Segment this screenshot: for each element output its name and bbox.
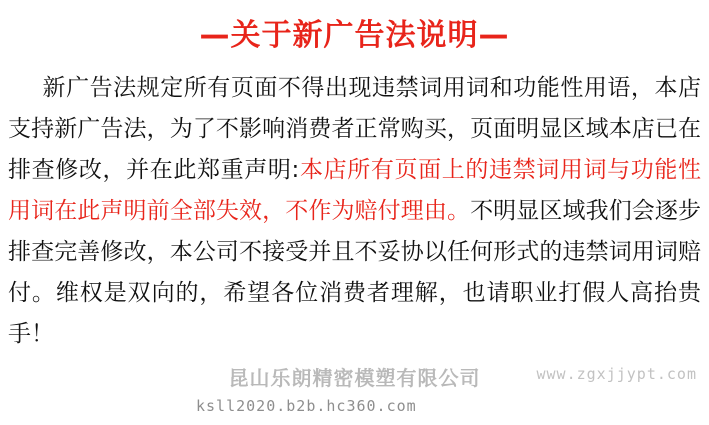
company-watermark: 昆山乐朗精密模塑有限公司 — [228, 366, 481, 390]
site-watermark-left: ksll2020.b2b.hc360.com — [196, 397, 417, 415]
statement-segment-normal-2: 不明显区域我们会逐步排查完善修改，本公司不接受并且不妥协以任何形式的违禁词用词赔付。维权是双向的，希望各位消费者理解，也请职业打假人高抬贵手！ — [8, 198, 702, 347]
statement-segment-normal-1: 新广告法规定所有页面不得出现违禁词用词和功能性用语，本店支持新广告法，为了不影响消费者正常购买，页面明显区域本店已在排查修改，并在此郑重声明: — [8, 75, 701, 183]
site-watermark-right: www.zgxjjypt.com — [536, 365, 697, 383]
statement-paragraph — [8, 68, 701, 355]
statement-segment-highlight: 本店所有页面上的违禁词用词与功能性用词在此声明前全部失效，不作为赔付理由。 — [8, 157, 702, 224]
page-title: —关于新广告法说明— — [199, 18, 510, 53]
